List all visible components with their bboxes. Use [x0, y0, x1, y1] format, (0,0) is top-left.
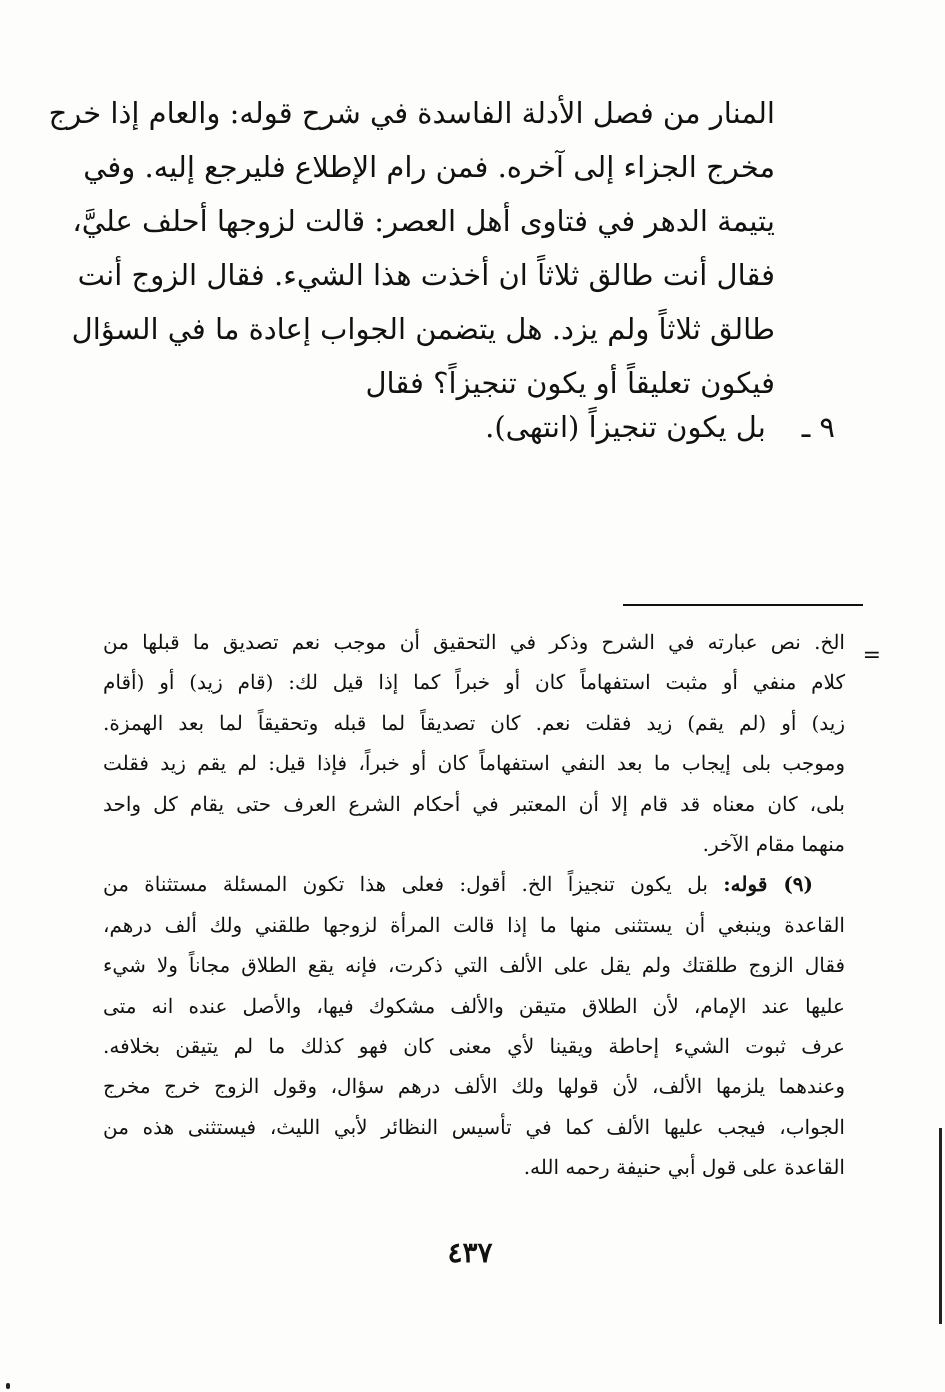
main-text-line: يتيمة الدهر في فتاوى أهل العصر: قالت لزوجها أحلف عليَّ،	[72, 204, 775, 238]
scan-edge-line	[939, 1128, 942, 1324]
footnote-line: عرف ثبوت الشيء إحاطة ويقينا لأي معنى كان فهو كذلك ما لم يتيقن بخلافه.	[103, 1033, 845, 1058]
footnote-line: وموجب بلى إيجاب ما بعد النفي استفهاماً كان أو خبراً، فإذا قيل: لم يقم زيد فقلت	[103, 751, 845, 776]
scan-edge-dot	[6, 1383, 10, 1389]
continuation-mark: =	[862, 643, 881, 668]
footnote-line: كلام منفي أو مثبت استفهاماً كان أو خبراً كما إذا قيل لك: (قام زيد) أو (أقام	[103, 670, 845, 695]
footnote-line: القاعدة وينبغي أن يستثنى منها ما إذا قالت المرأة لزوجها طلقني ولك ألف درهم،	[103, 912, 845, 937]
footnote-9-text: بل يكون تنجيزاً الخ. أقول: فعلى هذا تكون المسئلة مستثناة من	[103, 872, 708, 897]
footnote-line: الجواب، فيجب عليها الألف كما في تأسيس النظائر لأبي الليث، فيستثنى هذه من	[103, 1114, 845, 1139]
numbered-item	[125, 400, 835, 454]
main-text-line: فقال أنت طالق ثلاثاً ان أخذت هذا الشيء. فقال الزوج أنت	[77, 258, 775, 292]
main-text-line: طالق ثلاثاً ولم يزد. هل يتضمن الجواب إعادة ما في السؤال	[71, 312, 775, 346]
footnote-9-lead: (٩) قوله:	[723, 872, 814, 897]
footnote-line: وعندهما يلزمها الألف، لأن قولها ولك الألف درهم سؤال، وقول الزوج خرج مخرج	[103, 1074, 845, 1099]
item-text: بل يكون تنجيزاً (انتهى).	[485, 410, 766, 444]
item-number: ٩ ـ	[801, 410, 835, 444]
footnotes	[103, 622, 845, 1187]
footnote-9-first-line	[103, 864, 845, 904]
main-text-line: المنار من فصل الأدلة الفاسدة في شرح قوله: والعام إذا خرج	[48, 96, 775, 130]
main-text	[48, 86, 775, 410]
footnote-line: عليها عند الإمام، لأن الطلاق متيقن والألف مشكوك فيها، والأصل عنده انه متى	[103, 993, 845, 1018]
footnote-line: منهما مقام الآخر.	[702, 831, 845, 856]
footnote-line: الخ. نص عبارته في الشرح وذكر في التحقيق أن موجب نعم تصديق ما قبلها من	[103, 630, 845, 654]
main-text-line: فيكون تعليقاً أو يكون تنجيزاً؟ فقال	[365, 366, 775, 400]
footnote-separator	[623, 604, 863, 606]
footnote-line: فقال الزوج طلقتك ولم يقل على الألف التي ذكرت، فإنه يقع الطلاق مجاناً ولا شيء	[103, 953, 845, 978]
page-number: ٤٣٧	[447, 1236, 493, 1269]
footnote-line: بلى، كان معناه قد قام إلا أن المعتبر في أحكام الشرع العرف حتى يقام كل واحد	[103, 791, 845, 816]
main-text-line: مخرج الجزاء إلى آخره. فمن رام الإطلاع فليرجع إليه. وفي	[83, 150, 775, 184]
footnote-line: زيد) أو (لم يقم) زيد فقلت نعم. كان تصديقاً لما قبله وتحقيقاً لما بعد الهمزة.	[103, 710, 845, 735]
footnote-line: القاعدة على قول أبي حنيفة رحمه الله.	[523, 1155, 845, 1180]
